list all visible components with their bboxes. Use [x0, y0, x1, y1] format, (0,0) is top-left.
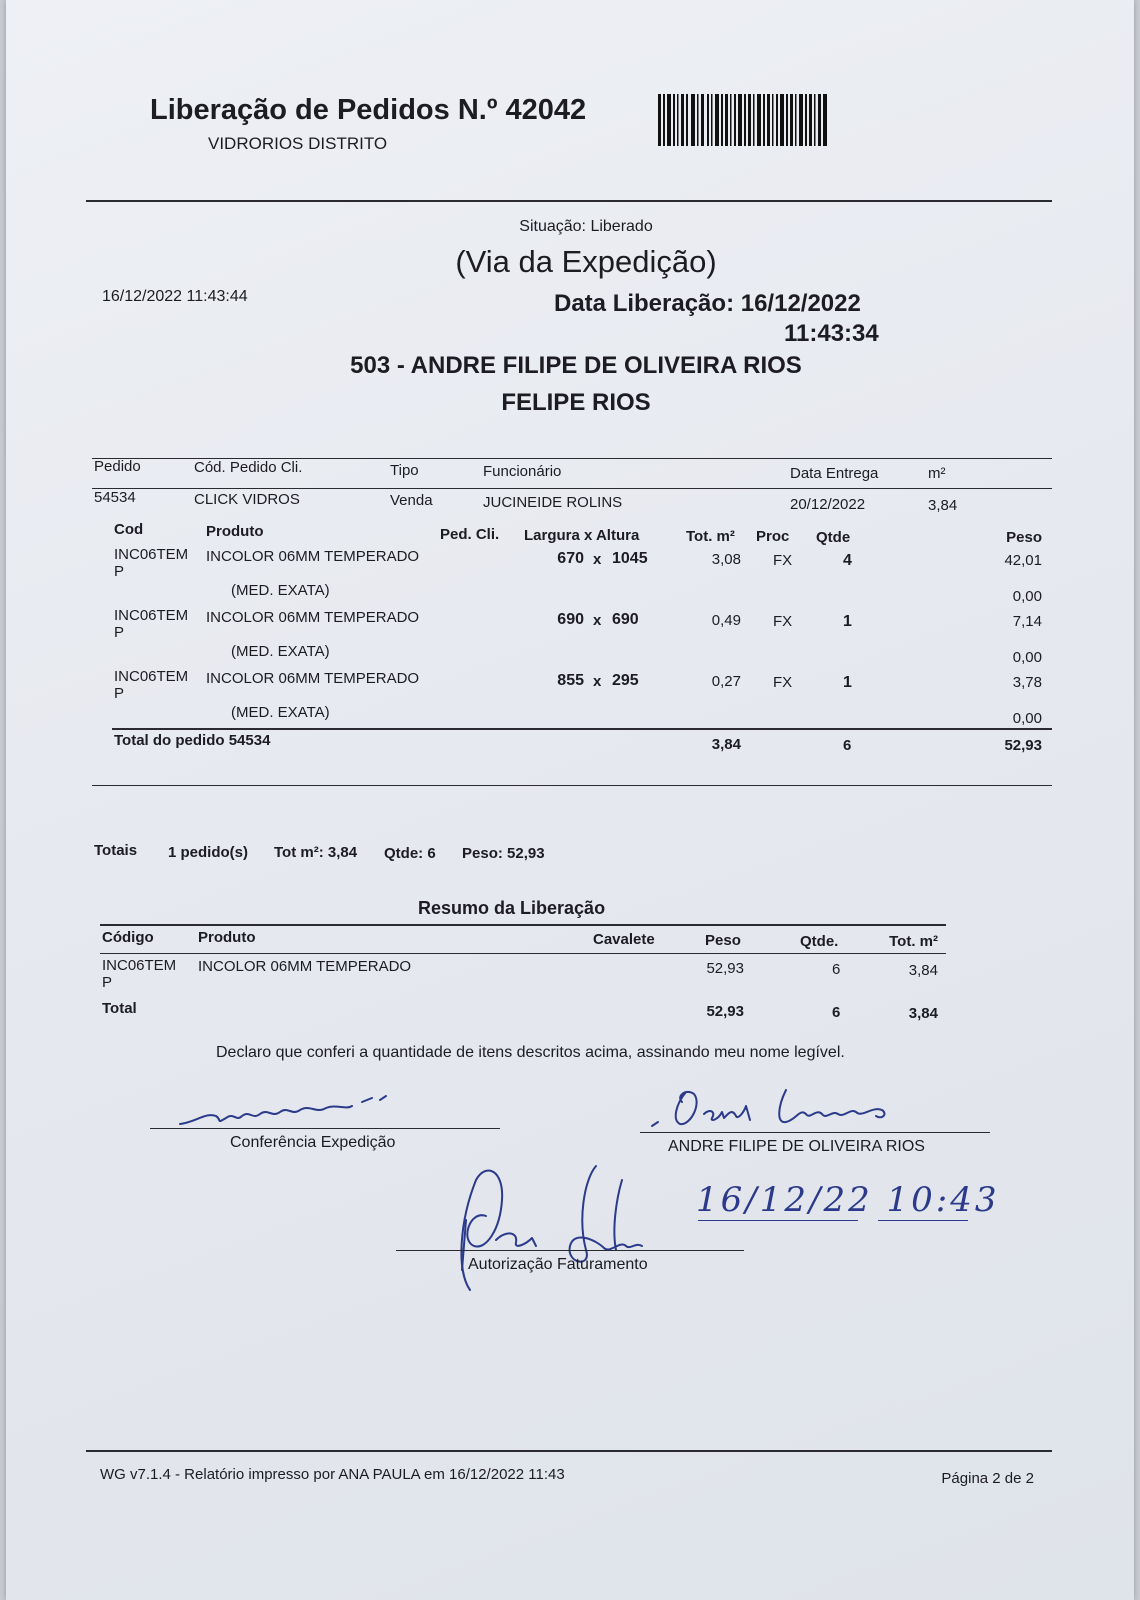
- item-obs-peso: 0,00: [1012, 588, 1042, 605]
- autorizacao-label: Autorização Faturamento: [468, 1256, 648, 1273]
- summary-col-cavalete: Cavalete: [593, 931, 655, 948]
- summary-total-tot-m2: 3,84: [908, 1005, 938, 1022]
- item-proc: FX: [773, 613, 793, 630]
- item-cod-cont: P: [114, 563, 125, 580]
- summary-col-tot-m2: Tot. m²: [889, 933, 938, 950]
- summary-produto: INCOLOR 06MM TEMPERADO: [198, 958, 412, 975]
- handwriting-underline: [698, 1220, 858, 1221]
- item-cod: INC06TEM: [114, 607, 189, 624]
- signature-conferencia: [176, 1092, 396, 1132]
- item-cod: INC06TEM: [114, 668, 189, 685]
- order-funcionario: JUCINEIDE ROLINS: [483, 494, 623, 511]
- totals-pedidos: 1 pedido(s): [168, 844, 249, 861]
- item-cod-cont: P: [114, 624, 125, 641]
- summary-col-produto: Produto: [198, 929, 256, 946]
- handwritten-date: 16/12/22 10:43: [696, 1180, 1000, 1220]
- signature-line: [640, 1132, 990, 1133]
- divider: [86, 1450, 1052, 1452]
- summary-qtde: 6: [832, 961, 841, 978]
- handwriting-underline: [878, 1220, 968, 1221]
- summary-total-peso: 52,93: [706, 1003, 744, 1020]
- divider: [100, 924, 946, 926]
- signature-autorizacao: [446, 1160, 676, 1300]
- summary-col-codigo: Código: [102, 929, 154, 946]
- summary-total-qtde: 6: [832, 1004, 841, 1021]
- item-obs: (MED. EXATA): [231, 643, 330, 660]
- col-tipo: Tipo: [390, 462, 419, 479]
- item-tot-m2: 0,27: [711, 673, 741, 690]
- item-largura: 690: [557, 611, 584, 628]
- order-total-label: Total do pedido 54534: [114, 732, 271, 749]
- item-qtde: 4: [843, 552, 852, 569]
- col-funcionario: Funcionário: [483, 463, 562, 480]
- barcode-icon: [658, 94, 830, 148]
- order-total-qtde: 6: [843, 737, 852, 754]
- order-data-entrega: 20/12/2022: [790, 496, 866, 513]
- item-produto: INCOLOR 06MM TEMPERADO: [206, 548, 420, 565]
- summary-col-qtde: Qtde.: [800, 933, 839, 950]
- item-obs-peso: 0,00: [1012, 710, 1042, 727]
- item-largura: 855: [557, 672, 584, 689]
- col-pedido: Pedido: [94, 458, 141, 475]
- item-obs-peso: 0,00: [1012, 649, 1042, 666]
- company-name: VIDRORIOS DISTRITO: [208, 134, 388, 153]
- item-obs: (MED. EXATA): [231, 704, 330, 721]
- print-datetime: 16/12/2022 11:43:44: [102, 288, 248, 305]
- totals-qtde: Qtde: 6: [384, 845, 436, 862]
- item-altura: 295: [612, 672, 639, 689]
- item-peso: 7,14: [1012, 613, 1042, 630]
- order-tipo: Venda: [390, 492, 433, 509]
- divider: [112, 728, 1052, 730]
- summary-title: Resumo da Liberação: [418, 898, 606, 918]
- item-altura: 1045: [612, 550, 648, 567]
- item-tot-m2: 3,08: [711, 551, 741, 568]
- item-largura: 670: [557, 550, 584, 567]
- document-page: [6, 0, 1134, 1600]
- footer-page: Página 2 de 2: [941, 1470, 1034, 1487]
- summary-tot-m2: 3,84: [908, 962, 938, 979]
- client-signature-label: ANDRE FILIPE DE OLIVEIRA RIOS: [668, 1138, 925, 1155]
- item-col-qtde: Qtde: [816, 529, 851, 546]
- document-title: Liberação de Pedidos N.º 42042: [150, 94, 587, 126]
- item-cod: INC06TEM: [114, 546, 189, 563]
- item-x: x: [593, 673, 602, 690]
- client-name: FELIPE RIOS: [501, 389, 651, 416]
- order-cod-pedido-cli: CLICK VIDROS: [194, 491, 300, 508]
- item-col-proc: Proc: [756, 528, 790, 545]
- item-produto: INCOLOR 06MM TEMPERADO: [206, 609, 420, 626]
- item-cod-cont: P: [114, 685, 125, 702]
- conferencia-label: Conferência Expedição: [230, 1134, 396, 1151]
- item-proc: FX: [773, 674, 793, 691]
- release-date: Data Liberação: 16/12/2022: [554, 290, 861, 317]
- item-qtde: 1: [843, 613, 852, 630]
- summary-total-label: Total: [102, 1000, 137, 1017]
- status-text: Situação: Liberado: [519, 218, 653, 235]
- order-m2: 3,84: [928, 497, 958, 514]
- via-label: (Via da Expedição): [455, 244, 717, 279]
- divider: [86, 200, 1052, 202]
- item-col-tot-m2: Tot. m²: [686, 528, 735, 545]
- item-col-cod: Cod: [114, 521, 144, 538]
- signature-client: [646, 1084, 896, 1134]
- divider: [92, 488, 1052, 489]
- item-col-produto: Produto: [206, 523, 264, 540]
- item-altura: 690: [612, 611, 639, 628]
- summary-codigo: INC06TEM: [102, 957, 177, 974]
- item-col-peso: Peso: [1006, 529, 1042, 546]
- summary-codigo-cont: P: [102, 974, 113, 991]
- declaration-text: Declaro que conferi a quantidade de itens descritos acima, assinando meu nome legível.: [216, 1044, 845, 1061]
- order-pedido: 54534: [94, 489, 136, 506]
- footer-report: WG v7.1.4 - Relatório impresso por ANA PAULA em 16/12/2022 11:43: [100, 1466, 565, 1483]
- item-tot-m2: 0,49: [711, 612, 741, 629]
- item-peso: 3,78: [1012, 674, 1042, 691]
- divider: [92, 785, 1052, 786]
- totals-label: Totais: [94, 842, 138, 859]
- signature-line: [396, 1250, 744, 1251]
- item-x: x: [593, 551, 602, 568]
- col-m2: m²: [928, 465, 946, 482]
- item-obs: (MED. EXATA): [231, 582, 330, 599]
- item-peso: 42,01: [1004, 552, 1042, 569]
- item-proc: FX: [773, 552, 793, 569]
- summary-col-peso: Peso: [705, 932, 741, 949]
- order-total-m2: 3,84: [711, 736, 741, 753]
- item-col-largura-altura: Largura x Altura: [524, 527, 640, 544]
- col-cod-pedido-cli: Cód. Pedido Cli.: [194, 459, 303, 476]
- release-time: 11:43:34: [784, 320, 879, 347]
- totals-peso: Peso: 52,93: [462, 845, 545, 862]
- divider: [100, 953, 946, 954]
- totals-m2: Tot m²: 3,84: [274, 844, 358, 861]
- client-line: 503 - ANDRE FILIPE DE OLIVEIRA RIOS: [350, 352, 802, 379]
- item-col-ped-cli: Ped. Cli.: [440, 526, 500, 543]
- item-x: x: [593, 612, 602, 629]
- summary-peso: 52,93: [706, 960, 744, 977]
- signature-line: [150, 1128, 500, 1129]
- item-produto: INCOLOR 06MM TEMPERADO: [206, 670, 420, 687]
- col-data-entrega: Data Entrega: [790, 465, 879, 482]
- item-qtde: 1: [843, 674, 852, 691]
- order-total-peso: 52,93: [1004, 737, 1042, 754]
